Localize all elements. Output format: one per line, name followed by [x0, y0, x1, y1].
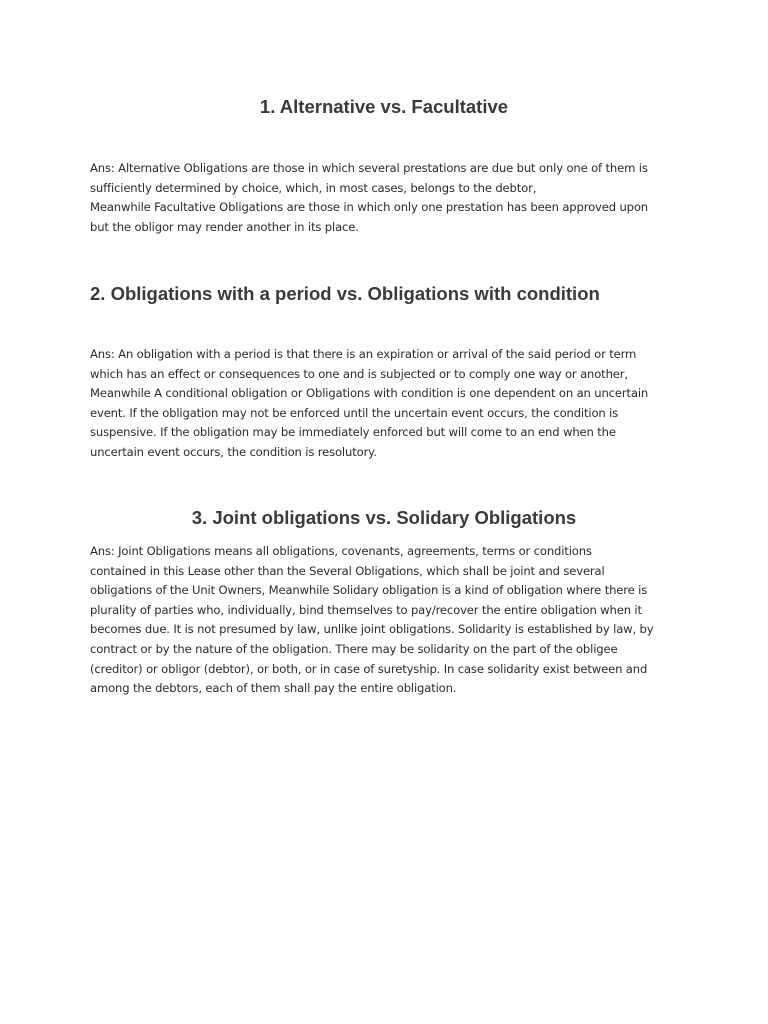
answer-line: contract or by the nature of the obligation. There may be solidarity on the part of the obligee — [90, 641, 618, 656]
section-3-answer — [90, 542, 680, 699]
answer-line: which has an effect or consequences to one and is subjected or to comply one way or another, — [90, 366, 628, 381]
section-1-answer — [90, 159, 680, 237]
answer-line: Ans: Joint Obligations means all obligations, covenants, agreements, terms or conditions — [90, 544, 592, 558]
answer-line: event. If the obligation may not be enforced until the uncertain event occurs, the condition is — [90, 405, 619, 420]
answer-line: Ans: Alternative Obligations are those in which several prestations are due but only one of them is — [90, 161, 648, 175]
answer-line: becomes due. It is not presumed by law, unlike joint obligations. Solidarity is established by law, by — [90, 622, 654, 637]
answer-line: (creditor) or obligor (debtor), or both, or in case of suretyship. In case solidarity exist between and — [90, 661, 648, 676]
answer-line: obligations of the Unit Owners, Meanwhile Solidary obligation is a kind of obligation where there is — [90, 583, 648, 598]
answer-line: Meanwhile A conditional obligation or Obligations with condition is one dependent on an uncertain — [90, 386, 649, 401]
answer-line: but the obligor may render another in its place. — [90, 219, 359, 234]
answer-line: Meanwhile Facultative Obligations are those in which only one prestation has been approved upon — [90, 200, 649, 215]
section-3-heading: 3. Joint obligations vs. Solidary Obligations — [191, 507, 577, 528]
answer-line: Ans: An obligation with a period is that there is an expiration or arrival of the said period or term — [90, 347, 637, 361]
section-1-heading: 1. Alternative vs. Facultative — [259, 96, 509, 117]
answer-line: plurality of parties who, individually, bind themselves to pay/recover the entire obligation when it — [90, 602, 642, 617]
section-2-heading: 2. Obligations with a period vs. Obligations with condition — [90, 283, 600, 304]
answer-line: among the debtors, each of them shall pay the entire obligation. — [90, 681, 457, 696]
answer-line: sufficiently determined by choice, which, in most cases, belongs to the debtor, — [90, 180, 537, 195]
answer-line: suspensive. If the obligation may be immediately enforced but will come to an end when the — [90, 425, 616, 440]
answer-line: contained in this Lease other than the Several Obligations, which shall be joint and several — [90, 563, 605, 578]
section-2-answer — [90, 345, 680, 463]
answer-line: uncertain event occurs, the condition is resolutory. — [90, 444, 377, 459]
